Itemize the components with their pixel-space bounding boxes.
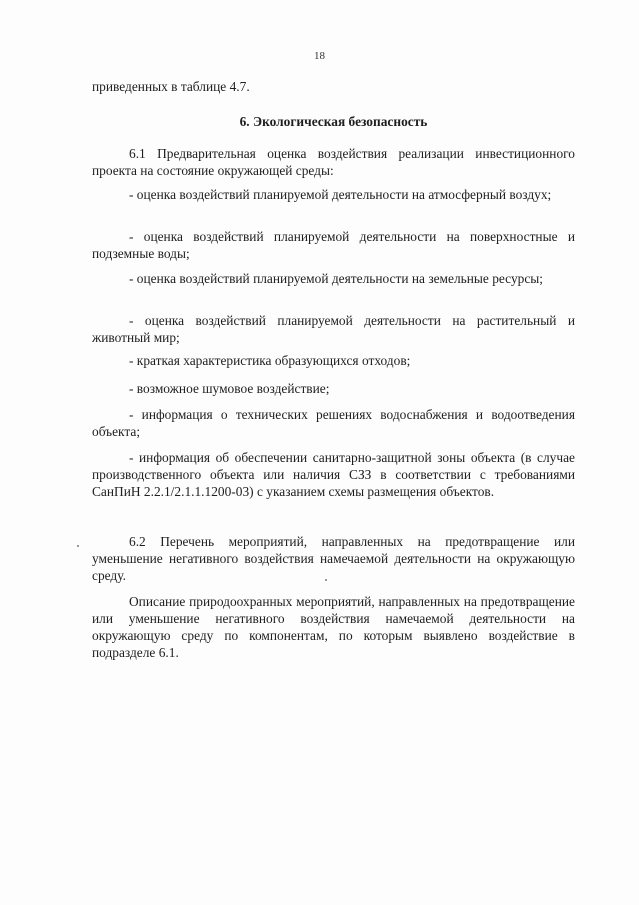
- scan-speck: [77, 545, 79, 547]
- scan-speck: [325, 579, 327, 581]
- list-item-waste: - краткая характеристика образующихся отходов;: [129, 353, 411, 368]
- list-item-flora-fauna: - оценка воздействий планируемой деятельности на растительный и животный мир;: [92, 313, 575, 345]
- intro-fragment: приведенных в таблице 4.7.: [92, 79, 250, 94]
- list-item-atmosphere: - оценка воздействий планируемой деятельности на атмосферный воздух;: [129, 187, 552, 202]
- list-item-water-supply: - информация о технических решениях водоснабжения и водоотведения объекта;: [92, 407, 575, 439]
- section-heading: 6. Экологическая безопасность: [239, 114, 428, 129]
- list-item-water: - оценка воздействий планируемой деятельности на поверхностные и подземные воды;: [92, 229, 575, 261]
- paragraph-6-1: 6.1 Предварительная оценка воздействия реализации инвестиционного проекта на состояние окружающей среды:: [92, 146, 575, 178]
- list-item-sanitary-zone: - информация об обеспечении санитарно-защитной зоны объекта (в случае производственного объекта или наличия СЗЗ в соответствии с требованиями СанПиН 2.2.1/2.1.1.1200-03) с указанием схемы размещения объектов.: [92, 450, 575, 499]
- page-number: 18: [314, 50, 325, 62]
- paragraph-measures-description: Описание природоохранных мероприятий, направленных на предотвращение или уменьшение негативного воздействия намечаемой деятельности на окружающую среду по компонентам, по которым выявлено воздействие в подразделе 6.1.: [92, 594, 575, 660]
- paragraph-6-2: 6.2 Перечень мероприятий, направленных на предотвращение или уменьшение негативного воздействия намечаемой деятельности на окружающую среду.: [92, 534, 575, 583]
- list-item-noise: - возможное шумовое воздействие;: [129, 381, 330, 396]
- list-item-land: - оценка воздействий планируемой деятельности на земельные ресурсы;: [129, 271, 543, 286]
